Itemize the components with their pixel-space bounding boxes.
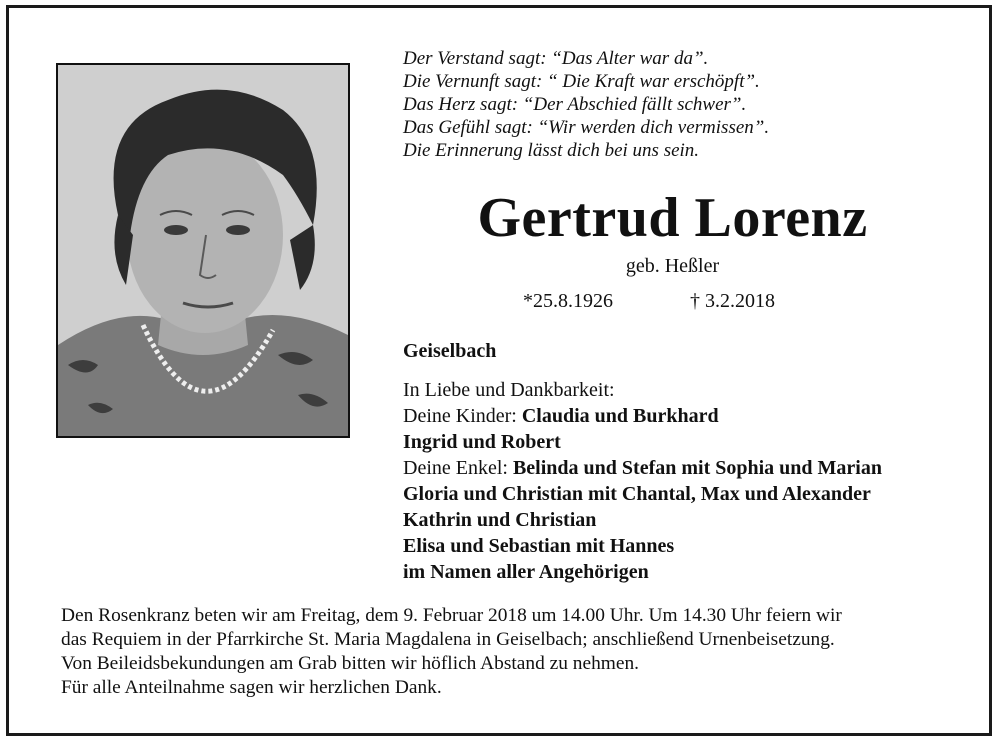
grandchildren-line (403, 533, 882, 559)
children-line (403, 403, 882, 429)
grandchild-family: Elisa und Sebastian mit Hannes (403, 535, 675, 557)
notice-line: Für alle Anteilnahme sagen wir herzlichen Dank. (61, 677, 442, 698)
grandchildren-label: Deine Enkel: (403, 457, 513, 479)
poem-line: Das Herz sagt: “Der Abschied fällt schwer”. (403, 94, 747, 115)
grandchildren-line (403, 481, 882, 507)
child-couple: Claudia und Burkhard (521, 405, 719, 427)
children-line (403, 429, 882, 455)
children-label: Deine Kinder: (403, 405, 522, 427)
notice-line: das Requiem in der Pfarrkirche St. Maria Magdalena in Geiselbach; anschließend Urnenbeisetzung. (61, 629, 835, 650)
deceased-name: Gertrud Lorenz (477, 187, 868, 249)
grandchild-family: Belinda und Stefan mit Sophia und Marian (512, 457, 882, 479)
poem-line: Das Gefühl sagt: “Wir werden dich vermissen”. (403, 117, 770, 138)
grandchild-family: Gloria und Christian mit Chantal, Max und Alexander (403, 483, 871, 505)
birth-date: *25.8.1926 (523, 290, 613, 312)
family-closing: im Namen aller Angehörigen (403, 561, 649, 583)
poem-line: Die Erinnerung lässt dich bei uns sein. (403, 140, 700, 161)
notice-line: Von Beileidsbekundungen am Grab bitten wir höflich Abstand zu nehmen. (61, 653, 640, 674)
poem-line: Die Vernunft sagt: “ Die Kraft war erschöpft”. (403, 71, 760, 92)
death-date: † 3.2.2018 (690, 290, 775, 312)
maiden-name: geb. Heßler (625, 255, 720, 277)
notice-line: Den Rosenkranz beten wir am Freitag, dem 9. Februar 2018 um 14.00 Uhr. Um 14.30 Uhr feiern wir (61, 605, 842, 626)
memorial-poem (403, 47, 769, 162)
family-list (403, 377, 882, 585)
portrait-illustration (58, 65, 348, 436)
grandchildren-line (403, 455, 882, 481)
child-couple: Ingrid und Robert (403, 431, 561, 453)
service-notice (61, 604, 842, 700)
poem-line: Der Verstand sagt: “Das Alter war da”. (403, 48, 709, 69)
portrait-photo (56, 63, 350, 438)
family-intro: In Liebe und Dankbarkeit: (403, 379, 615, 401)
grandchildren-line (403, 507, 882, 533)
grandchild-family: Kathrin und Christian (403, 509, 597, 531)
place-name: Geiselbach (403, 340, 497, 362)
